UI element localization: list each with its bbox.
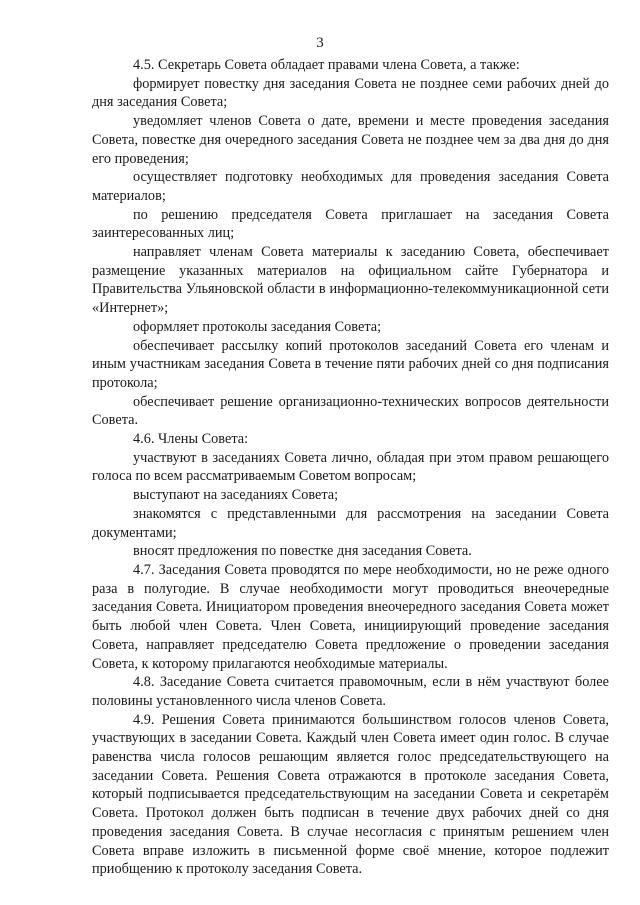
- paragraph: участвуют в заседаниях Совета лично, обладая при этом правом решающего голоса по всем рассматриваемым Советом вопросам;: [92, 449, 609, 485]
- paragraph: 4.6. Члены Совета:: [133, 431, 249, 448]
- paragraph: 4.8. Заседание Совета считается правомочным, если в нём участвуют более половины установленного числа членов Совета.: [92, 674, 609, 709]
- paragraph: 4.7. Заседания Совета проводятся по мере необходимости, но не реже одного раза в полугодие. В случае необходимости могут проводиться внеочередные заседания Совета. Инициатором проведения внеочередного заседания Совета может быть любой член Совета. Член Совета, инициирующий проведение заседания Совета, направляет председателю Совета предложение о проведении заседания Совета, к которому прилагаются необходимые материалы.: [92, 561, 609, 672]
- document-body: [92, 56, 609, 879]
- paragraph: вносят предложения по повестке дня заседания Совета.: [133, 543, 472, 560]
- paragraph: по решению председателя Совета приглашает на заседания Совета заинтересованных лиц;: [92, 206, 609, 242]
- paragraph: 4.5. Секретарь Совета обладает правами члена Совета, а также:: [133, 57, 520, 73]
- paragraph: знакомятся с представленными для рассмотрения на заседании Совета документами;: [92, 505, 609, 541]
- paragraph: 4.9. Решения Совета принимаются большинством голосов членов Совета, участвующих в заседании Совета. Каждый член Совета имеет один голос. В случае равенства числа голосов решающим является голос председательствующего на заседании Совета. Решения Совета отражаются в протоколе заседания Совета, который подписывается председательствующим на заседании Совета и секретарём Совета. Протокол должен быть подписан в течение двух рабочих дней со дня проведения заседания Совета. В случае несогласия с принятым решением член Совета вправе изложить в письменной форме своё мнение, которое подлежит приобщению к протоколу заседания Совета.: [92, 711, 609, 878]
- paragraph: выступают на заседаниях Совета;: [133, 487, 339, 504]
- paragraph: обеспечивает решение организационно-технических вопросов деятельности Совета.: [92, 393, 609, 429]
- paragraph: оформляет протоколы заседания Совета;: [133, 318, 382, 335]
- paragraph: уведомляет членов Совета о дате, времени и месте проведения заседания Совета, повестке дня очередного заседания Совета не позднее чем за два дня до дня его проведения;: [92, 113, 609, 167]
- paragraph: направляет членам Совета материалы к заседанию Совета, обеспечивает размещение указанных материалов на официальном сайте Губернатора и Правительства Ульяновской области в информационно-телекоммуникационной сети «Интернет»;: [92, 244, 609, 317]
- paragraph: обеспечивает рассылку копий протоколов заседаний Совета его членам и иным участникам заседания Совета в течение пяти рабочих дней со дня подписания протокола;: [92, 337, 609, 391]
- page-number: 3: [316, 35, 324, 51]
- paragraph: формирует повестку дня заседания Совета не позднее семи рабочих дней до дня заседания Совета;: [92, 75, 609, 111]
- paragraph: осуществляет подготовку необходимых для проведения заседания Совета материалов;: [92, 169, 609, 204]
